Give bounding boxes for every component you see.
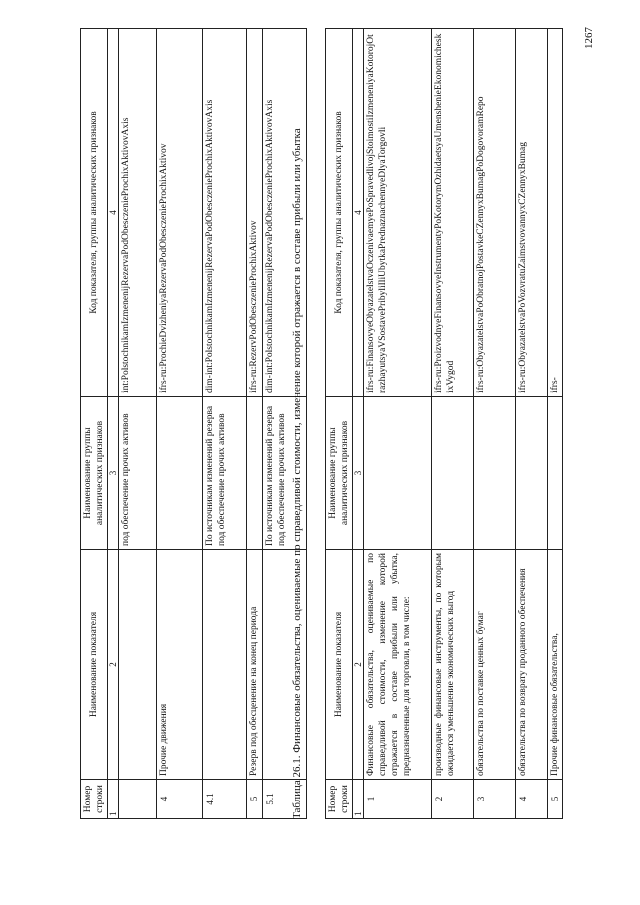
table-row [203,29,247,819]
row-code: ifrs-ru:ProchieDvizheniyaRezervaPodObesczenieProchixAktivov [157,29,203,397]
row-number: 1 [364,780,432,819]
index-cell: 3 [353,397,364,550]
table-row [247,29,263,819]
row-number: 5.1 [263,780,307,819]
row-number: 4 [516,780,548,819]
table-index-row [108,29,119,819]
index-cell: 4 [108,29,119,397]
row-group [157,397,203,550]
row-name: обязательства по поставке ценных бумаг [474,550,516,780]
row-code: ifrs-ru:ObyazatelstvaPoVozvratuZaimstvovannyxCZennyxBumag [516,29,548,397]
row-code: dim-int:PolstochnikamIzmenenijRezervaPodObesczenieProchixAktivovAxis [203,29,247,397]
row-code: ifrs- [548,29,563,397]
table-row [432,29,474,819]
table-row [119,29,157,819]
header-group-name: Наименование группы аналитических признаков [326,397,353,550]
row-number: 4.1 [203,780,247,819]
index-cell: 1 [108,780,119,819]
index-cell: 1 [353,780,364,819]
header-code: Код показателя, группы аналитических признаков [81,29,108,397]
page-number: 1267 [583,27,595,49]
row-code: ifrs-ru:ObyazatelstvaPoObratnojPostavkeCZennyxBumagPoDogovoramRepo [474,29,516,397]
index-cell: 4 [353,29,364,397]
row-name: обязательства по возврату проданного обеспечения [516,550,548,780]
table-header-row [81,29,108,819]
table-row [364,29,432,819]
row-group: По источникам изменений резерва под обеспечение прочих активов [263,397,307,550]
row-name: производные финансовые инструменты, по которым ожидается уменьшение экономических выгод [432,550,474,780]
table-row [548,29,563,819]
header-row-number: Номер строки [81,780,108,819]
header-group-name: Наименование группы аналитических признаков [81,397,108,550]
row-group [548,397,563,550]
row-group [247,397,263,550]
row-group: По источникам изменений резерва под обеспечение прочих активов [203,397,247,550]
table-row [516,29,548,819]
index-cell: 2 [353,550,364,780]
row-group [364,397,432,550]
index-cell: 2 [108,550,119,780]
row-name: Финансовые обязательства, оцениваемые по справедливой стоимости, изменение которой отражается в составе прибыли или убытка, предназначенные для торговли, в том числе: [364,550,432,780]
row-group: под обеспечение прочих активов [119,397,157,550]
table-reserve-movements [80,28,307,819]
table-index-row [353,29,364,819]
row-code: ifrs-ru:ProizvodnyeFinansovyeInstrumentyPoKotorymOzhidaetsyaUmenshenieEkonomicheskixVygod [432,29,474,397]
table-row [474,29,516,819]
table-row [157,29,203,819]
row-number: 5 [548,780,563,819]
table-financial-liabilities [325,28,563,819]
header-indicator-name: Наименование показателя [81,550,108,780]
table-caption: Таблица 26.1. Финансовые обязательства, оцениваемые по справедливой стоимости, изменение которой отражается в составе прибыли или убытка [291,128,303,819]
row-code: ifrs-ru:FinansovyeObyazatelstvaOczenivaemyePoSpravedlivojStoimostiIzmeneniyaKotorojOtrazhayutsyaVSostavePribyliIliUbytkaPrednaznachennyeDlyaTorgovli [364,29,432,397]
row-code: int:PolstochnikamIzmenenijRezervaPodObesczenieProchixAktivovAxis [119,29,157,397]
header-code: Код показателя, группы аналитических признаков [326,29,353,397]
row-name: Резерв под обесценение на конец периода [247,550,263,780]
row-number: 3 [474,780,516,819]
index-cell: 3 [108,397,119,550]
row-number: 2 [432,780,474,819]
row-number [119,780,157,819]
row-code: dim-int:PolstochnikamIzmenenijRezervaPodObesczenieProchixAktivovAxis [263,29,307,397]
row-number: 5 [247,780,263,819]
header-row-number: Номер строки [326,780,353,819]
row-name: Прочие финансовые обязательства, [548,550,563,780]
table-header-row [326,29,353,819]
row-number: 4 [157,780,203,819]
row-name: Прочие движения [157,550,203,780]
row-name [119,550,157,780]
row-group [474,397,516,550]
row-group [516,397,548,550]
row-group [432,397,474,550]
row-name [203,550,247,780]
header-indicator-name: Наименование показателя [326,550,353,780]
row-code: ifrs-ru:RezervPodObesczenieProchixAktivov [247,29,263,397]
